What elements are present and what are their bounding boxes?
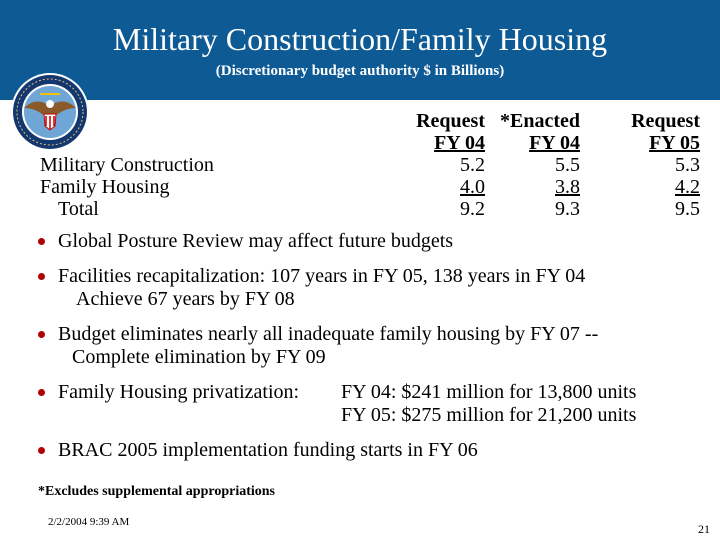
bullet-dot-icon	[38, 447, 45, 454]
row-label: Total	[58, 198, 99, 220]
privatization-line-1	[58, 381, 698, 404]
list-item	[38, 230, 698, 253]
slide-subtitle: (Discretionary budget authority $ in Billions)	[215, 63, 505, 79]
slide-title: Military Construction/Family Housing	[112, 21, 608, 57]
cell-value: 3.8	[555, 176, 580, 198]
bullet-dot-icon	[38, 238, 45, 245]
cell-value: 5.2	[460, 154, 485, 176]
col-header-request-fy05-line2: FY 05	[649, 132, 700, 154]
list-item	[38, 265, 698, 311]
budget-table	[40, 110, 700, 220]
bullet-text: Family Housing privatization:	[58, 381, 300, 403]
cell-value: 9.2	[460, 198, 485, 220]
bullet-dot-icon	[38, 331, 45, 338]
cell-value: 5.5	[555, 154, 580, 176]
bullet-list	[38, 230, 698, 474]
bullet-dot-icon	[38, 389, 45, 396]
footer-date: 2/2/2004 9:39 AM	[48, 516, 130, 528]
table-row	[40, 154, 700, 176]
bullet-text: Facilities recapitalization: 107 years in FY 05, 138 years in FY 04	[58, 265, 586, 287]
privatization-fy05: FY 05: $275 million for 21,200 units	[341, 404, 637, 426]
table-row-total	[40, 198, 700, 220]
cell-value: 4.0	[460, 176, 485, 198]
cell-value: 4.2	[675, 176, 700, 198]
page-number: 21	[698, 522, 710, 536]
list-item	[38, 323, 698, 369]
list-item	[38, 439, 698, 462]
row-label: Family Housing	[40, 176, 170, 198]
bullet-text: BRAC 2005 implementation funding starts in FY 06	[58, 439, 478, 461]
privatization-line-2	[58, 404, 698, 427]
header-banner	[0, 0, 720, 100]
table-row	[40, 176, 700, 198]
bullet-text: Budget eliminates nearly all inadequate family housing by FY 07 --	[58, 323, 599, 345]
table-header-row-1	[40, 110, 700, 132]
cell-value: 9.3	[555, 198, 580, 220]
bullet-text-continued: Achieve 67 years by FY 08	[76, 288, 295, 310]
col-header-enacted-fy04-line2: FY 04	[529, 132, 580, 154]
footnote: *Excludes supplemental appropriations	[38, 484, 276, 499]
bullet-dot-icon	[38, 273, 45, 280]
bullet-text-continued: Complete elimination by FY 09	[72, 346, 326, 368]
list-item	[38, 381, 698, 427]
bullet-text: Global Posture Review may affect future budgets	[58, 230, 454, 252]
col-header-enacted-fy04-line1: *Enacted	[500, 110, 580, 132]
col-header-request-fy04-line1: Request	[416, 110, 485, 132]
col-header-request-fy05-line1: Request	[631, 110, 700, 132]
cell-value: 5.3	[675, 154, 700, 176]
cell-value: 9.5	[675, 198, 700, 220]
col-header-request-fy04-line2: FY 04	[434, 132, 485, 154]
row-label: Military Construction	[40, 154, 214, 176]
privatization-fy04: FY 04: $241 million for 13,800 units	[341, 381, 637, 403]
table-header-row-2	[40, 132, 700, 154]
